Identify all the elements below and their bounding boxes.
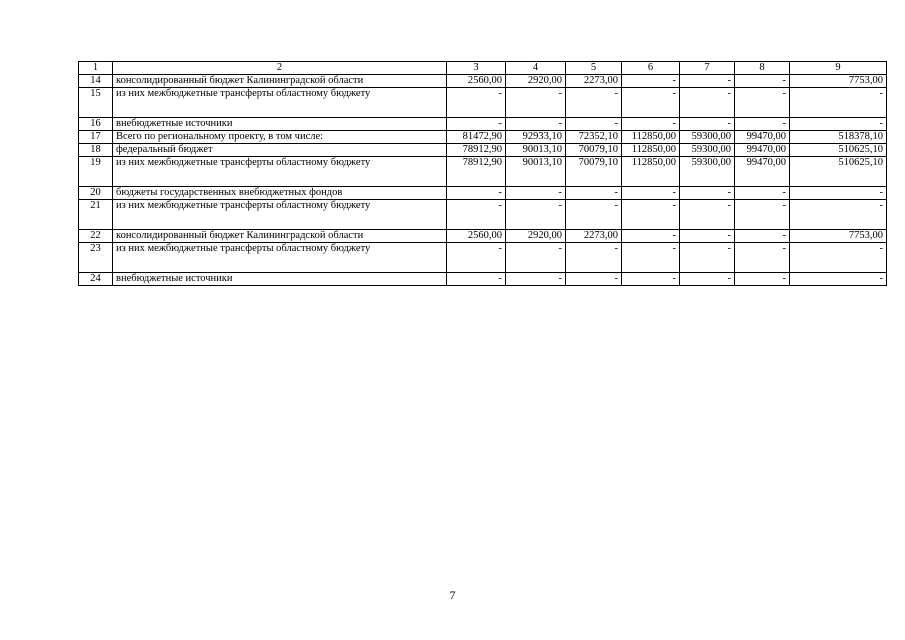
value-cell: 2273,00 [566,230,622,243]
row-number: 22 [79,230,113,243]
table-row [79,273,887,286]
table-row [79,88,887,118]
value-cell: 78912,90 [447,157,506,187]
value-cell: 7753,00 [790,75,887,88]
row-number: 14 [79,75,113,88]
column-header-4: 4 [506,62,566,75]
value-cell: - [622,200,680,230]
value-cell: - [566,118,622,131]
value-cell: - [790,243,887,273]
value-cell: - [735,187,790,200]
value-cell: - [622,118,680,131]
value-cell: - [735,200,790,230]
value-cell: - [790,118,887,131]
value-cell: - [735,88,790,118]
row-number: 16 [79,118,113,131]
column-header-2: 2 [113,62,447,75]
row-number: 21 [79,200,113,230]
value-cell: 112850,00 [622,157,680,187]
value-cell: 2273,00 [566,75,622,88]
value-cell: - [447,243,506,273]
value-cell: 59300,00 [680,131,735,144]
value-cell: 518378,10 [790,131,887,144]
row-number: 17 [79,131,113,144]
value-cell: - [790,187,887,200]
value-cell: - [506,187,566,200]
row-name: внебюджетные источники [113,118,447,131]
value-cell: 510625,10 [790,144,887,157]
value-cell: - [447,187,506,200]
row-number: 23 [79,243,113,273]
table-row [79,118,887,131]
value-cell: 2560,00 [447,230,506,243]
value-cell: 2920,00 [506,230,566,243]
row-number: 19 [79,157,113,187]
table-row [79,157,887,187]
row-name: из них межбюджетные трансферты областному бюджету [113,243,447,273]
table-row [79,200,887,230]
value-cell: - [735,273,790,286]
value-cell: - [566,200,622,230]
value-cell: 92933,10 [506,131,566,144]
value-cell: - [790,88,887,118]
value-cell: - [680,273,735,286]
value-cell: - [680,200,735,230]
value-cell: - [447,200,506,230]
value-cell: 99470,00 [735,144,790,157]
value-cell: 70079,10 [566,144,622,157]
table-body [79,75,887,286]
column-header-3: 3 [447,62,506,75]
value-cell: - [680,230,735,243]
row-name: из них межбюджетные трансферты областному бюджету [113,88,447,118]
value-cell: - [506,243,566,273]
table-row [79,131,887,144]
value-cell: - [735,75,790,88]
value-cell: 99470,00 [735,131,790,144]
value-cell: - [622,243,680,273]
value-cell: - [447,118,506,131]
value-cell: 70079,10 [566,157,622,187]
value-cell: - [680,243,735,273]
value-cell: 59300,00 [680,157,735,187]
value-cell: 99470,00 [735,157,790,187]
value-cell: - [622,273,680,286]
value-cell: 2560,00 [447,75,506,88]
value-cell: - [680,75,735,88]
value-cell: - [506,118,566,131]
value-cell: - [680,187,735,200]
value-cell: 510625,10 [790,157,887,187]
table-row [79,243,887,273]
value-cell: 72352,10 [566,131,622,144]
value-cell: - [790,200,887,230]
value-cell: 81472,90 [447,131,506,144]
column-header-1: 1 [79,62,113,75]
value-cell: - [622,187,680,200]
value-cell: 59300,00 [680,144,735,157]
value-cell: - [506,273,566,286]
value-cell: - [566,187,622,200]
table-row [79,230,887,243]
value-cell: 2920,00 [506,75,566,88]
value-cell: - [447,88,506,118]
row-number: 20 [79,187,113,200]
budget-table [78,61,887,286]
header-row [79,62,887,75]
value-cell: - [447,273,506,286]
column-header-7: 7 [680,62,735,75]
value-cell: 112850,00 [622,131,680,144]
row-name: Всего по региональному проекту, в том числе: [113,131,447,144]
table-row [79,187,887,200]
value-cell: - [506,200,566,230]
row-name: бюджеты государственных внебюджетных фондов [113,187,447,200]
value-cell: - [566,273,622,286]
value-cell: 90013,10 [506,144,566,157]
value-cell: 90013,10 [506,157,566,187]
row-name: федеральный бюджет [113,144,447,157]
value-cell: - [790,273,887,286]
value-cell: 78912,90 [447,144,506,157]
value-cell: - [566,88,622,118]
row-name: консолидированный бюджет Калининградской области [113,75,447,88]
value-cell: - [566,243,622,273]
row-name: из них межбюджетные трансферты областному бюджету [113,157,447,187]
table-row [79,75,887,88]
value-cell: - [622,75,680,88]
column-header-5: 5 [566,62,622,75]
value-cell: - [735,243,790,273]
value-cell: 112850,00 [622,144,680,157]
row-number: 18 [79,144,113,157]
row-name: консолидированный бюджет Калининградской области [113,230,447,243]
value-cell: - [622,230,680,243]
row-name: внебюджетные источники [113,273,447,286]
value-cell: - [735,230,790,243]
row-number: 24 [79,273,113,286]
value-cell: - [735,118,790,131]
column-header-9: 9 [790,62,887,75]
row-number: 15 [79,88,113,118]
page-number: 7 [449,588,456,602]
value-cell: - [622,88,680,118]
value-cell: - [680,118,735,131]
column-header-6: 6 [622,62,680,75]
value-cell: 7753,00 [790,230,887,243]
column-header-8: 8 [735,62,790,75]
value-cell: - [680,88,735,118]
row-name: из них межбюджетные трансферты областному бюджету [113,200,447,230]
value-cell: - [506,88,566,118]
table-row [79,144,887,157]
